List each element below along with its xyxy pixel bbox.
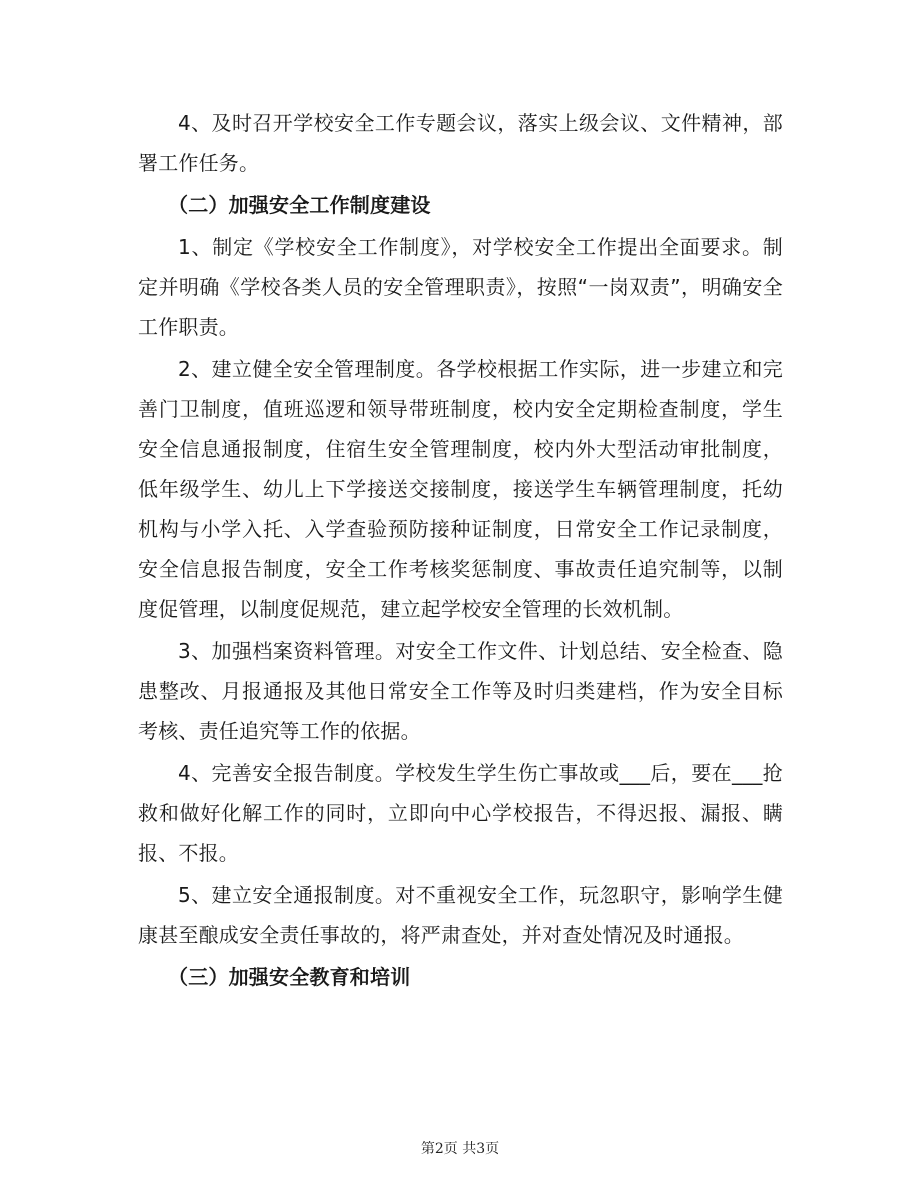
document-body xyxy=(138,103,783,997)
paragraph-item-4-reporting: 4、完善安全报告制度。学校发生学生伤亡事故或___后，要在___抢救和做好化解工作的同时，立即向中心学校报告，不得迟报、漏报、瞒报、不报。 xyxy=(138,761,783,865)
paragraph-item-3-archives: 3、加强档案资料管理。对安全工作文件、计划总结、安全检查、隐患整改、月报通报及其他日常安全工作等及时归类建档，作为安全目标考核、责任追究等工作的依据。 xyxy=(138,639,783,743)
paragraph-item-2-management: 2、建立健全安全管理制度。各学校根据工作实际，进一步建立和完善门卫制度，值班巡逻和领导带班制度，校内安全定期检查制度，学生安全信息通报制度，住宿生安全管理制度，校内外大型活动审批制度，低年级学生、幼儿上下学接送交接制度，接送学生车辆管理制度，托幼机构与小学入托、入学查验预防接种证制度，日常安全工作记录制度，安全信息报告制度，安全工作考核奖惩制度、事故责任追究制等，以制度促管理，以制度促规范，建立起学校安全管理的长效机制。 xyxy=(138,357,783,621)
paragraph-item-5-notification: 5、建立安全通报制度。对不重视安全工作，玩忽职守，影响学生健康甚至酿成安全责任事故的，将严肃查处，并对查处情况及时通报。 xyxy=(138,883,783,947)
page-number-footer: 第2页 共3页 xyxy=(420,1141,500,1157)
paragraph-item-4-meetings: 4、及时召开学校安全工作专题会议，落实上级会议、文件精神，部署工作任务。 xyxy=(138,111,783,175)
section-heading-2: （二）加强安全工作制度建设 xyxy=(168,193,431,217)
section-heading-3: （三）加强安全教育和培训 xyxy=(168,965,411,989)
paragraph-item-1-regulations: 1、制定《学校安全工作制度》，对学校安全工作提出全面要求。制定并明确《学校各类人员的安全管理职责》，按照“一岗双责”，明确安全工作职责。 xyxy=(138,235,783,339)
